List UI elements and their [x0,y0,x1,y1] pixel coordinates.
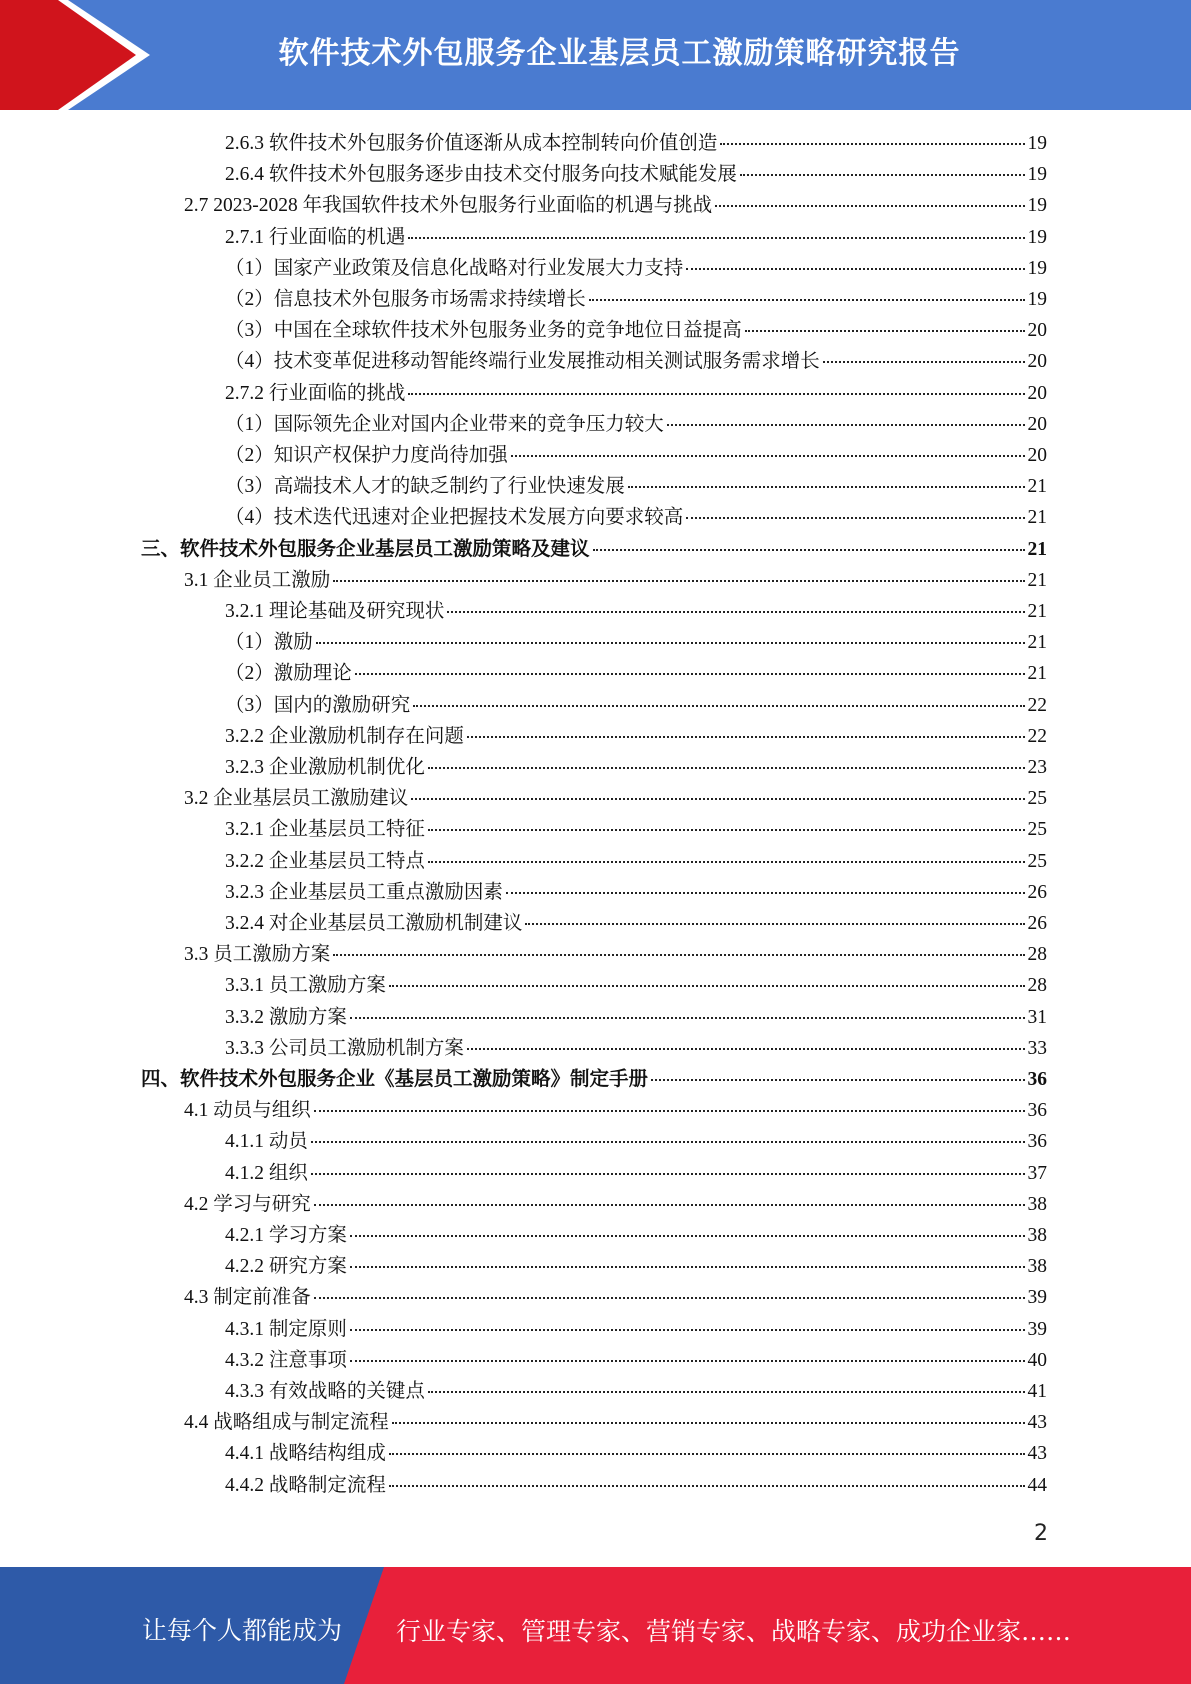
toc-leader-dots [350,1017,1025,1019]
toc-entry-title: 2.7.2 行业面临的挑战 [225,382,406,404]
toc-entry-page: 23 [1027,757,1047,778]
toc-leader-dots [389,1453,1025,1455]
toc-entry[interactable] [225,627,1047,658]
toc-entry-title: 3.2.3 企业激励机制优化 [225,757,425,778]
toc-entry[interactable] [225,409,1047,440]
footer-slogan-left: 让每个人都能成为 [142,1616,343,1645]
toc-entry-title: 4.4 战略组成与制定流程 [184,1412,389,1434]
toc-leader-dots [667,424,1025,426]
toc-entry-page: 22 [1027,694,1047,716]
toc-entry[interactable] [225,1345,1047,1376]
page-footer [0,1567,1191,1684]
toc-leader-dots [392,1422,1025,1424]
toc-entry-page: 21 [1027,632,1047,654]
toc-entry-page: 43 [1027,1412,1047,1434]
toc-entry-page: 21 [1027,569,1047,591]
toc-leader-dots [740,174,1025,176]
toc-entry[interactable] [184,565,1047,596]
toc-leader-dots [389,985,1025,987]
toc-entry-title: 3.3.2 激励方案 [225,1006,347,1028]
toc-entry-page: 26 [1027,881,1047,903]
toc-entry[interactable] [225,315,1047,346]
toc-leader-dots [408,237,1024,239]
toc-entry[interactable] [225,1251,1047,1282]
toc-entry-title: 2.7 2023-2028 年我国软件技术外包服务行业面临的机遇与挑战 [184,195,713,217]
toc-entry[interactable] [225,1002,1047,1033]
toc-entry[interactable] [184,190,1047,221]
toc-entry-page: 39 [1027,1318,1047,1340]
toc-entry[interactable] [225,471,1047,502]
toc-leader-dots [720,143,1024,145]
toc-entry-page: 20 [1027,382,1047,404]
toc-leader-dots [428,861,1025,863]
toc-leader-dots [715,205,1024,207]
toc-entry-page: 26 [1027,913,1047,934]
toc-entry[interactable] [225,596,1047,627]
toc-entry-page: 43 [1027,1443,1047,1465]
toc-entry[interactable] [184,1282,1047,1313]
toc-entry-title: 2.6.3 软件技术外包服务价值逐渐从成本控制转向价值创造 [225,133,718,154]
report-title: 软件技术外包服务企业基层员工激励策略研究报告 [278,36,961,71]
toc-entry-title: 4.2 学习与研究 [184,1193,311,1215]
toc-entry-title: 3.2.3 企业基层员工重点激励因素 [225,881,503,903]
page-header [0,0,1191,110]
toc-entry-title: （1）国际领先企业对国内企业带来的竞争压力较大 [225,413,664,435]
toc-leader-dots [413,705,1024,707]
toc-entry-title: 4.3 制定前准备 [184,1287,311,1309]
toc-leader-dots [428,767,1025,769]
toc-leader-dots [314,1110,1025,1112]
toc-entry-title: 4.1.1 动员 [225,1131,308,1153]
page-number: 2 [1034,1521,1048,1546]
toc-entry-title: 3.2.2 企业基层员工特点 [225,850,425,872]
toc-entry-title: （4）技术变革促进移动智能终端行业发展推动相关测试服务需求增长 [225,351,820,373]
toc-leader-dots [467,736,1025,738]
toc-entry[interactable] [225,752,1047,783]
toc-leader-dots [447,611,1024,613]
toc-leader-dots [686,517,1024,519]
toc-entry[interactable] [184,1095,1047,1126]
toc-entry[interactable] [225,690,1047,721]
toc-entry-title: 4.1 动员与组织 [184,1100,311,1122]
toc-entry-title: 4.4.2 战略制定流程 [225,1474,386,1496]
toc-chapter-entry[interactable] [141,1064,1047,1095]
toc-entry-title: 3.2.1 理论基础及研究现状 [225,601,445,622]
toc-entry[interactable] [225,346,1047,377]
toc-leader-dots [333,580,1024,582]
toc-entry-title: 3.2.4 对企业基层员工激励机制建议 [225,913,523,934]
toc-entry-title: 2.7.1 行业面临的机遇 [225,226,406,248]
toc-entry-page: 33 [1027,1037,1047,1059]
toc-entry[interactable] [225,378,1047,409]
toc-leader-dots [316,642,1025,644]
toc-entry-title: 3.3 员工激励方案 [184,944,331,966]
toc-leader-dots [506,892,1025,894]
toc-entry[interactable] [225,128,1047,159]
toc-leader-dots [350,1360,1025,1362]
toc-entry[interactable] [225,1033,1047,1064]
toc-entry-page: 21 [1027,601,1047,622]
toc-leader-dots [411,798,1024,800]
toc-entry-title: 3.2 企业基层员工激励建议 [184,788,409,810]
toc-entry[interactable] [225,658,1047,689]
toc-leader-dots [333,954,1024,956]
footer-slogan-right: 行业专家、管理专家、营销专家、战略专家、成功企业家…… [396,1617,1072,1646]
toc-entry-title: （1）国家产业政策及信息化战略对行业发展大力支持 [225,257,684,279]
toc-entry-page: 38 [1027,1193,1047,1215]
toc-entry[interactable] [225,253,1047,284]
toc-entry[interactable] [225,1438,1047,1469]
toc-entry-title: 4.3.2 注意事项 [225,1349,347,1371]
toc-leader-dots [350,1329,1025,1331]
toc-entry-title: 3.1 企业员工激励 [184,569,331,591]
toc-entry-page: 19 [1027,164,1047,186]
toc-entry-page: 20 [1027,351,1047,373]
toc-entry[interactable] [225,440,1047,471]
toc-leader-dots [389,1485,1025,1487]
toc-entry-title: 4.3.3 有效战略的关键点 [225,1381,425,1402]
toc-entry[interactable] [225,1126,1047,1157]
toc-entry[interactable] [225,970,1047,1001]
toc-entry-title: 四、软件技术外包服务企业《基层员工激励策略》制定手册 [141,1069,649,1090]
toc-entry-page: 28 [1027,975,1047,997]
toc-entry-page: 28 [1027,944,1047,966]
toc-leader-dots [686,268,1024,270]
toc-leader-dots [593,549,1025,551]
toc-leader-dots [589,299,1025,301]
toc-entry[interactable] [225,908,1047,939]
toc-entry-title: 2.6.4 软件技术外包服务逐步由技术交付服务向技术赋能发展 [225,164,737,186]
toc-entry-page: 20 [1027,320,1047,342]
toc-leader-dots [311,1173,1025,1175]
toc-entry-page: 19 [1027,133,1047,154]
toc-entry[interactable] [184,939,1047,970]
toc-leader-dots [350,1266,1025,1268]
toc-leader-dots [511,455,1025,457]
toc-entry[interactable] [225,284,1047,315]
toc-entry-title: 3.3.3 公司员工激励机制方案 [225,1037,464,1059]
toc-leader-dots [428,1391,1025,1393]
toc-entry-title: 4.2.2 研究方案 [225,1256,347,1278]
toc-entry-title: 3.2.1 企业基层员工特征 [225,819,425,841]
toc-leader-dots [467,1048,1025,1050]
toc-entry[interactable] [184,783,1047,814]
toc-entry-title: （3）中国在全球软件技术外包服务业务的竞争地位日益提高 [225,320,742,342]
toc-leader-dots [651,1079,1024,1081]
toc-entry-page: 19 [1027,226,1047,248]
toc-entry-page: 40 [1027,1349,1047,1371]
toc-entry-title: （3）高端技术人才的缺乏制约了行业快速发展 [225,476,625,498]
toc-entry[interactable] [225,846,1047,877]
toc-entry-page: 36 [1027,1100,1047,1122]
toc-entry-title: 4.2.1 学习方案 [225,1225,347,1246]
toc-entry-title: 3.2.2 企业激励机制存在问题 [225,725,464,747]
toc-entry[interactable] [225,1314,1047,1345]
toc-entry-page: 36 [1027,1069,1047,1090]
toc-leader-dots [408,393,1024,395]
toc-entry-page: 20 [1027,445,1047,466]
toc-entry-page: 36 [1027,1131,1047,1153]
toc-entry-title: 3.3.1 员工激励方案 [225,975,386,997]
toc-entry-title: 三、软件技术外包服务企业基层员工激励策略及建议 [141,538,590,560]
toc-entry[interactable] [225,1376,1047,1407]
toc-entry[interactable] [184,1189,1047,1220]
toc-entry[interactable] [225,502,1047,533]
toc-entry[interactable] [225,1220,1047,1251]
toc-leader-dots [355,673,1025,675]
toc-entry-page: 38 [1027,1256,1047,1278]
toc-entry[interactable] [225,877,1047,908]
toc-entry-page: 38 [1027,1225,1047,1246]
toc-entry-page: 31 [1027,1006,1047,1028]
toc-entry-page: 21 [1027,663,1047,685]
toc-entry-title: 4.4.1 战略结构组成 [225,1443,386,1465]
toc-entry[interactable] [225,159,1047,190]
toc-entry[interactable] [225,1158,1047,1189]
toc-entry-title: （3）国内的激励研究 [225,694,411,716]
toc-entry-page: 41 [1027,1381,1047,1402]
toc-entry-page: 19 [1027,289,1047,310]
toc-entry-title: （2）激励理论 [225,663,352,685]
toc-leader-dots [350,1235,1025,1237]
toc-entry-page: 20 [1027,413,1047,435]
toc-leader-dots [525,923,1024,925]
toc-chapter-entry[interactable] [141,534,1047,565]
toc-leader-dots [823,361,1025,363]
toc-entry-title: （2）知识产权保护力度尚待加强 [225,445,508,466]
toc-entry-title: （4）技术迭代迅速对企业把握技术发展方向要求较高 [225,507,684,529]
toc-entry-page: 37 [1027,1162,1047,1184]
toc-entry-page: 19 [1027,257,1047,279]
toc-entry-page: 25 [1027,819,1047,841]
toc-entry[interactable] [225,222,1047,253]
toc-entry[interactable] [225,721,1047,752]
toc-entry-page: 44 [1027,1474,1047,1496]
toc-leader-dots [311,1141,1025,1143]
toc-entry-title: （2）信息技术外包服务市场需求持续增长 [225,289,586,310]
toc-entry[interactable] [225,1470,1047,1501]
toc-entry-page: 21 [1027,507,1047,529]
toc-leader-dots [314,1297,1025,1299]
toc-leader-dots [745,330,1025,332]
toc-entry-page: 39 [1027,1287,1047,1309]
toc-entry-page: 21 [1027,476,1047,498]
toc-entry-page: 25 [1027,788,1047,810]
toc-entry-page: 22 [1027,725,1047,747]
toc-entry[interactable] [225,814,1047,845]
toc-leader-dots [628,486,1025,488]
toc-entry-page: 19 [1027,195,1047,217]
toc-entry-title: 4.3.1 制定原则 [225,1318,347,1340]
toc-entry-title: 4.1.2 组织 [225,1162,308,1184]
toc-entry-page: 25 [1027,850,1047,872]
toc-leader-dots [314,1204,1025,1206]
toc-entry-page: 21 [1027,538,1047,560]
toc-entry[interactable] [184,1407,1047,1438]
toc-entry-title: （1）激励 [225,632,313,654]
toc-leader-dots [428,829,1025,831]
